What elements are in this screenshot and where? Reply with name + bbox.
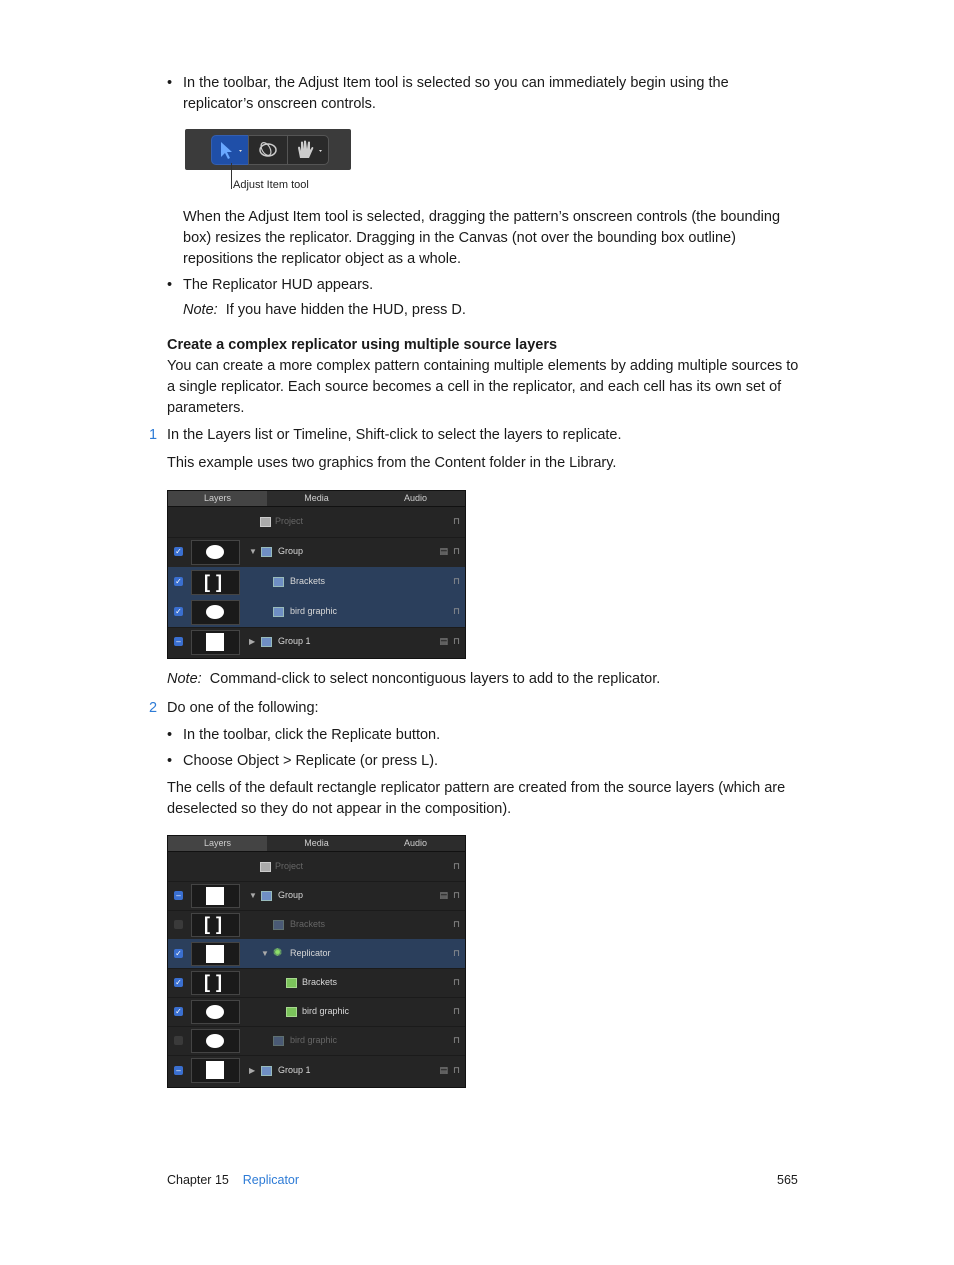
chapter-link[interactable]: Replicator: [242, 1173, 300, 1187]
callout-label: Adjust Item tool: [233, 179, 309, 191]
visibility-checkbox[interactable]: ✓: [175, 949, 182, 958]
layer-name: bird graphic: [290, 1035, 338, 1045]
layer-row-project[interactable]: [168, 852, 465, 882]
tab-layers[interactable]: Layers: [168, 491, 267, 506]
bird-shape-icon: [206, 545, 224, 559]
layer-thumbnail: [191, 570, 240, 595]
step-1-detail: This example uses two graphics from the Content folder in the Library.: [167, 455, 617, 471]
visibility-checkbox-mixed[interactable]: –: [174, 1066, 183, 1075]
layer-row-group-1[interactable]: [168, 627, 465, 657]
tab-audio[interactable]: Audio: [403, 838, 428, 848]
note-command-click: [167, 669, 787, 690]
layer-row-bird-graphic-source[interactable]: [168, 1026, 465, 1056]
note-label: Note:: [183, 302, 218, 318]
layer-name: Group: [278, 890, 304, 900]
layer-row-project[interactable]: [168, 507, 465, 538]
cell-icon: [286, 978, 297, 988]
lock-icon[interactable]: ⊓: [452, 948, 460, 958]
page-number: 565: [777, 1173, 798, 1187]
hand-icon: [288, 136, 328, 164]
lock-icon[interactable]: ⊓: [452, 1065, 460, 1075]
bullet-text: In the toolbar, click the Replicate button.: [183, 727, 441, 743]
disclosure-triangle-icon[interactable]: ▶: [249, 637, 256, 646]
layer-thumbnail: [191, 884, 240, 908]
bird-shape-icon: [206, 1034, 224, 1048]
layer-thumbnail: [191, 942, 240, 966]
replicator-icon: ✺: [273, 947, 283, 959]
bullet-choose-object: • Choose Object > Replicate (or press L).: [167, 753, 439, 769]
group-icon: [261, 547, 272, 557]
layer-name: Brackets: [290, 919, 326, 929]
image-layer-icon: [273, 920, 284, 930]
group-icon: [261, 1066, 272, 1076]
lock-icon[interactable]: ⊓: [452, 546, 460, 556]
adjust-item-tool-button[interactable]: [211, 135, 249, 165]
layer-name: Project: [275, 516, 304, 526]
project-icon: [260, 517, 271, 527]
panel-tabs: [168, 491, 465, 507]
note-text: If you have hidden the HUD, press D.: [225, 302, 466, 318]
bullet-text: The Replicator HUD appears.: [183, 277, 374, 293]
section-paragraph: You can create a more complex pattern containing multiple elements by adding multiple sources to a single replicator. Each source becomes a cell in the replicator, and each cell has its own set of parameters.: [167, 358, 799, 416]
link-icon[interactable]: ▤: [439, 890, 448, 900]
visibility-checkbox[interactable]: ✓: [175, 547, 182, 556]
paragraph-cells: The cells of the default rectangle replicator pattern are created from the source layers (which are deselected so they do not appear in the composition).: [167, 780, 786, 817]
layer-thumbnail: [191, 630, 240, 655]
bullet-hud: • The Replicator HUD appears.: [167, 277, 374, 293]
layer-name: Brackets: [290, 576, 326, 586]
step-number: 2: [149, 700, 158, 716]
panel-tabs: [168, 836, 465, 852]
step-number: 1: [149, 427, 158, 443]
layer-thumbnail: [191, 600, 240, 625]
link-icon[interactable]: ▤: [439, 546, 448, 556]
bullet-text: Choose Object > Replicate (or press L).: [183, 753, 439, 769]
lock-icon[interactable]: ⊓: [452, 1006, 460, 1016]
note-text: Command-click to select noncontiguous layers to add to the replicator.: [209, 671, 661, 687]
brackets-shape-icon: []: [204, 972, 228, 992]
lock-icon[interactable]: ⊓: [452, 576, 460, 586]
note-label: Note:: [167, 671, 202, 687]
disclosure-triangle-icon[interactable]: ▼: [249, 891, 257, 900]
layer-thumbnail: [191, 1058, 240, 1083]
square-shape-icon: [206, 1061, 224, 1079]
group-icon: [261, 891, 272, 901]
layer-row-brackets-source[interactable]: [168, 910, 465, 940]
brackets-shape-icon: []: [204, 914, 228, 934]
bullet-adjust-item: • In the toolbar, the Adjust Item tool is selected so you can immediately begin using the replicator’s onscreen controls.: [167, 75, 729, 112]
layer-thumbnail: [191, 1000, 240, 1024]
3d-transform-tool-button[interactable]: [248, 135, 288, 165]
orbit-icon: [249, 136, 287, 164]
disclosure-triangle-icon[interactable]: ▶: [249, 1066, 256, 1075]
image-layer-icon: [273, 607, 284, 617]
chapter-label: Chapter 15: [167, 1173, 229, 1187]
tab-audio[interactable]: Audio: [403, 493, 428, 503]
lock-icon[interactable]: ⊓: [452, 516, 460, 526]
visibility-checkbox[interactable]: ✓: [175, 978, 182, 987]
pan-tool-button[interactable]: [287, 135, 329, 165]
tab-media[interactable]: Media: [304, 493, 329, 503]
step-2: [149, 698, 787, 719]
image-layer-icon: [273, 1036, 284, 1046]
bird-shape-icon: [206, 1005, 224, 1019]
step-text: In the Layers list or Timeline, Shift-click to select the layers to replicate.: [167, 427, 622, 443]
layer-name: Brackets: [302, 977, 338, 987]
brackets-shape-icon: []: [204, 572, 228, 592]
footer-chapter: [167, 1173, 299, 1187]
layer-name: Group 1: [278, 1065, 311, 1075]
layer-name: Replicator: [290, 948, 331, 958]
layer-thumbnail: [191, 913, 240, 937]
step-1: [149, 425, 787, 446]
step-text: Do one of the following:: [167, 700, 319, 716]
layers-panel-after: [167, 835, 466, 1088]
layer-row-group[interactable]: [168, 537, 465, 568]
bullet-text: In the toolbar, the Adjust Item tool is selected so you can immediately begin using the replicator’s onscreen controls.: [183, 75, 729, 112]
layer-row-brackets[interactable]: [168, 567, 465, 598]
tab-media[interactable]: Media: [304, 838, 329, 848]
lock-icon[interactable]: ⊓: [452, 861, 460, 871]
visibility-checkbox[interactable]: [174, 920, 183, 929]
visibility-checkbox-mixed[interactable]: –: [174, 637, 183, 646]
visibility-checkbox[interactable]: [174, 1036, 183, 1045]
lock-icon[interactable]: ⊓: [452, 890, 460, 900]
layer-name: bird graphic: [302, 1006, 350, 1016]
project-icon: [260, 862, 271, 872]
lock-icon[interactable]: ⊓: [452, 919, 460, 929]
layer-row-brackets-cell[interactable]: [168, 968, 465, 998]
lock-icon[interactable]: ⊓: [452, 1035, 460, 1045]
layer-thumbnail: [191, 540, 240, 565]
layer-thumbnail: [191, 1029, 240, 1053]
square-shape-icon: [206, 945, 224, 963]
square-shape-icon: [206, 887, 224, 905]
layer-thumbnail: [191, 971, 240, 995]
section-heading: Create a complex replicator using multiple source layers: [167, 337, 558, 353]
disclosure-triangle-icon[interactable]: ▼: [249, 547, 257, 556]
layer-row-replicator[interactable]: [168, 939, 465, 969]
cell-icon: [286, 1007, 297, 1017]
layer-row-group[interactable]: [168, 881, 465, 911]
disclosure-triangle-icon[interactable]: ▼: [261, 949, 269, 958]
link-icon[interactable]: ▤: [439, 636, 448, 646]
visibility-checkbox[interactable]: ✓: [175, 607, 182, 616]
layer-name: Group: [278, 546, 304, 556]
layer-name: Group 1: [278, 636, 311, 646]
tab-layers[interactable]: Layers: [168, 836, 267, 851]
visibility-checkbox[interactable]: ✓: [175, 1007, 182, 1016]
note-hud: [183, 300, 783, 321]
paragraph-adjust-item: When the Adjust Item tool is selected, dragging the pattern’s onscreen controls (the bounding box) resizes the replicator. Dragging in the Canvas (not over the bounding box outline) repositions the replicator object as a whole.: [183, 209, 781, 267]
link-icon[interactable]: ▤: [439, 1065, 448, 1075]
arrow-pointer-icon: [212, 136, 248, 164]
image-layer-icon: [273, 577, 284, 587]
lock-icon[interactable]: ⊓: [452, 977, 460, 987]
layer-row-bird-graphic[interactable]: [168, 597, 465, 628]
layer-name: bird graphic: [290, 606, 338, 616]
visibility-checkbox[interactable]: ✓: [175, 577, 182, 586]
callout-line: [231, 163, 232, 189]
layer-row-group-1[interactable]: [168, 1055, 465, 1086]
lock-icon[interactable]: ⊓: [452, 636, 460, 646]
visibility-checkbox-mixed[interactable]: –: [174, 891, 183, 900]
layer-name: Project: [275, 861, 304, 871]
layers-panel-before: [167, 490, 466, 659]
layer-row-bird-graphic-cell[interactable]: [168, 997, 465, 1027]
group-icon: [261, 637, 272, 647]
square-shape-icon: [206, 633, 224, 651]
lock-icon[interactable]: ⊓: [452, 606, 460, 616]
bird-shape-icon: [206, 605, 224, 619]
bullet-replicate-button: • In the toolbar, click the Replicate button.: [167, 727, 441, 743]
toolbar-screenshot: [185, 129, 351, 170]
